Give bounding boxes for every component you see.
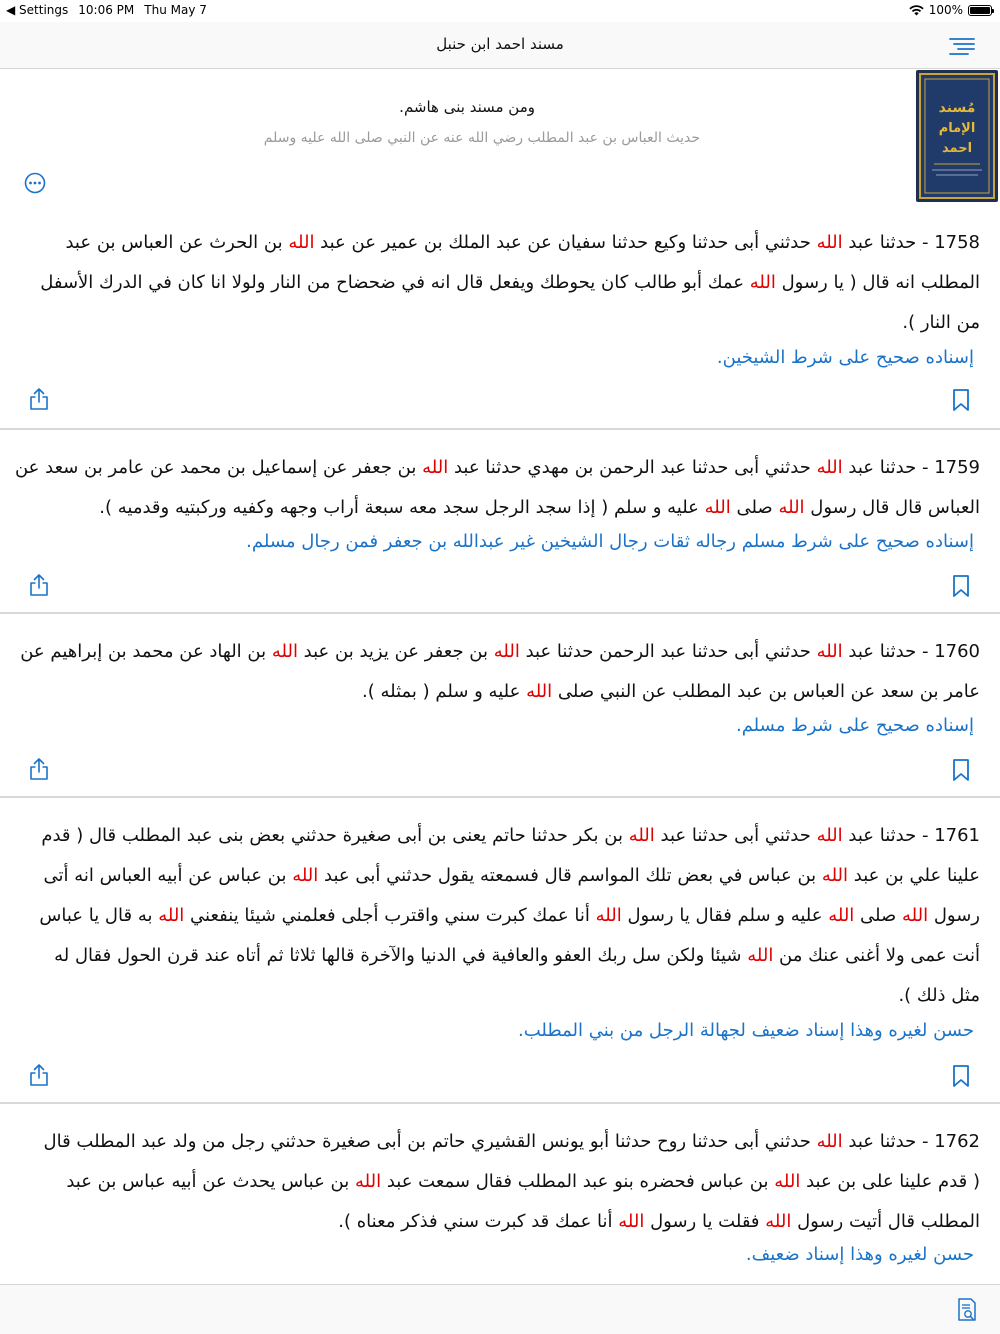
hadith-line: [34, 672, 980, 712]
highlighted-word: الله: [618, 1211, 645, 1232]
battery-icon: [968, 5, 992, 16]
hadith-card: [0, 798, 1000, 1104]
text-segment: صلى: [854, 905, 903, 926]
text-segment: من النار ).: [902, 312, 980, 333]
hadith-card: [0, 614, 1000, 798]
highlighted-word: الله: [158, 905, 185, 926]
text-segment: بن عباس عن أبيه العباس انه أتى: [43, 865, 293, 886]
hadith-grading[interactable]: حسن لغيره وهذا إسناد ضعيف.: [745, 1244, 974, 1265]
battery-percent: 100%: [928, 3, 963, 17]
book-search-icon[interactable]: [956, 1297, 978, 1323]
highlighted-word: الله: [828, 905, 855, 926]
status-time: 10:06 PM: [78, 3, 135, 17]
text-segment: حدثني أبى حدثنا عبد: [654, 825, 817, 846]
text-segment: به قال يا عباس: [39, 905, 159, 926]
text-segment: ( قدم علينا على بن عبد: [800, 1171, 980, 1192]
bottom-toolbar: [0, 1284, 1000, 1334]
hadith-line: [34, 936, 980, 976]
text-segment: بن عباس يحدث عن أبيه عباس بن عبد: [66, 1171, 355, 1192]
highlighted-word: الله: [816, 825, 843, 846]
hadith-text: [14, 448, 980, 528]
highlighted-word: الله: [816, 641, 843, 662]
text-segment: حدثني أبى حدثنا عبد الرحمن حدثنا عبد: [519, 641, 817, 662]
text-segment: المطلب انه قال ( يا رسول: [775, 272, 980, 293]
highlighted-word: الله: [778, 497, 805, 518]
chapter-subtitle: حديث العباس بن عبد المطلب رضي الله عنه عن النبي صلى الله عليه وسلم: [263, 130, 700, 146]
text-segment: 1761 - حدثنا عبد: [842, 825, 980, 846]
highlighted-word: الله: [747, 945, 774, 966]
bookmark-icon[interactable]: [952, 574, 970, 598]
hadith-line: [34, 856, 980, 896]
text-segment: فقلت يا رسول: [644, 1211, 766, 1232]
highlighted-word: الله: [765, 1211, 792, 1232]
text-segment: عامر بن سعد عن العباس بن عبد المطلب عن النبي صلى: [552, 681, 980, 702]
hadith-line: [34, 1202, 980, 1242]
bookmark-icon[interactable]: [952, 1064, 970, 1088]
text-segment: بن عباس فحضره بنو عبد المطلب فقال سمعت عبد: [381, 1171, 775, 1192]
text-segment: رسول: [928, 905, 980, 926]
hadith-line: [34, 263, 980, 303]
wifi-icon: [909, 5, 924, 16]
text-segment: 1760 - حدثنا عبد: [842, 641, 980, 662]
text-segment: بن جعفر عن إسماعيل بن محمد عن عامر بن سعد عن: [14, 457, 423, 478]
text-segment: أنت عمى ولا أغنى عنك من: [773, 945, 980, 966]
highlighted-word: الله: [526, 681, 553, 702]
highlighted-word: الله: [821, 865, 849, 886]
text-segment: بن الحرث عن العباس بن عبد: [65, 232, 289, 253]
hadith-line: [34, 976, 980, 1016]
hadith-line: [34, 488, 980, 528]
text-segment: علينا علي بن عبد: [848, 865, 980, 886]
text-segment: 1762 - حدثنا عبد: [842, 1131, 980, 1152]
text-segment: حدثني أبى حدثنا وكيع حدثنا سفيان عن عبد الملك بن عمير عن عبد: [314, 232, 817, 253]
highlighted-word: الله: [595, 905, 622, 926]
hadith-text: [34, 223, 980, 343]
chapter-title: ومن مسند بنى هاشم.: [399, 98, 535, 116]
text-segment: حدثني أبى حدثنا روح حدثنا أبو يونس القشيري حاتم بن أبى صغيرة حدثني رجل من ولد عبد المطلب قال: [43, 1131, 817, 1152]
bookmark-icon[interactable]: [952, 388, 970, 412]
status-date: Thu May 7: [144, 3, 207, 17]
highlighted-word: الله: [628, 825, 655, 846]
book-title: مسند احمد ابن حنبل: [436, 35, 564, 53]
share-icon[interactable]: [28, 1063, 50, 1087]
highlighted-word: الله: [902, 905, 929, 926]
hadith-line: [34, 896, 980, 936]
ellipsis-circle-icon[interactable]: [24, 172, 46, 194]
text-segment: 1759 - حدثنا عبد: [842, 457, 980, 478]
text-segment: بن عباس في بعض تلك المواسم قال فسمعته يقول حدثني أبى عبد: [318, 865, 822, 886]
list-menu-icon[interactable]: [948, 36, 976, 56]
hadith-text: [34, 816, 980, 1016]
hadith-line: [34, 303, 980, 343]
hadith-line: [34, 1162, 980, 1202]
text-segment: 1758 - حدثنا عبد: [842, 232, 980, 253]
text-segment: عليه و سلم فقال يا رسول: [621, 905, 829, 926]
text-segment: صلى: [730, 497, 779, 518]
share-icon[interactable]: [28, 387, 50, 411]
text-segment: مثل ذلك ).: [898, 985, 980, 1006]
highlighted-word: الله: [774, 1171, 801, 1192]
highlighted-word: الله: [354, 1171, 382, 1192]
hadith-line: [34, 816, 980, 856]
hadith-card: [0, 430, 1000, 614]
status-bar: [0, 0, 1000, 22]
bookmark-icon[interactable]: [952, 758, 970, 782]
hadith-line: [34, 223, 980, 263]
text-segment: أنا عمك قد كبرت سني فذكر معناه ).: [338, 1211, 619, 1232]
hadith-grading[interactable]: إسناده صحيح على شرط مسلم رجاله ثقات رجال الشيخين غير عبدالله بن جعفر فمن رجال مسلم.: [246, 531, 974, 552]
highlighted-word: الله: [271, 641, 298, 662]
text-segment: عليه و سلم ( إذا سجد الرجل سجد معه سبعة أراب وجهه وكفيه وركبتيه وقدميه ).: [99, 497, 705, 518]
hadith-card: [0, 205, 1000, 430]
share-icon[interactable]: [28, 757, 50, 781]
highlighted-word: الله: [704, 497, 731, 518]
highlighted-word: الله: [816, 1131, 843, 1152]
hadith-grading[interactable]: حسن لغيره وهذا إسناد ضعيف لجهالة الرجل من بني المطلب.: [517, 1020, 974, 1041]
navigation-bar: [0, 22, 1000, 69]
highlighted-word: الله: [292, 865, 319, 886]
text-segment: عليه و سلم ( بمثله ).: [362, 681, 527, 702]
hadith-card: [0, 1104, 1000, 1284]
text-segment: المطلب قال أتيت رسول: [791, 1211, 980, 1232]
hadith-line: [14, 448, 980, 488]
text-segment: عمك أبو طالب كان يحوطك ويفعل قال انه في ضحضاح من النار ولولا انا كان في الدرك الأسفل: [40, 272, 750, 293]
back-to-settings[interactable]: ◀ Settings: [6, 3, 69, 17]
hadith-grading[interactable]: إسناده صحيح على شرط مسلم.: [735, 715, 974, 736]
text-segment: بن الهاد عن محمد بن إبراهيم عن: [20, 641, 272, 662]
chapter-header: [0, 70, 1000, 205]
hadith-line: [34, 1122, 980, 1162]
book-cover-line: احمد: [941, 141, 973, 156]
book-cover-line: مُسند: [938, 100, 976, 116]
text-segment: شيئا ولكن سل ربك العفو والعافية في الدنيا والآخرة قالها ثلاثا ثم أتاه عند قرن الحول فقال له: [54, 945, 748, 966]
hadith-grading[interactable]: إسناده صحيح على شرط الشيخين.: [716, 347, 974, 368]
highlighted-word: الله: [816, 232, 843, 253]
highlighted-word: الله: [288, 232, 315, 253]
hadith-line: [20, 632, 980, 672]
highlighted-word: الله: [422, 457, 449, 478]
book-cover-image: [916, 70, 998, 202]
highlighted-word: الله: [749, 272, 776, 293]
text-segment: بن بكر حدثنا حاتم يعنى بن أبى صغيرة حدثني بعض بنى عبد المطلب قال ( قدم: [41, 825, 629, 846]
battery-level: [970, 7, 990, 14]
hadith-text: [20, 632, 980, 712]
highlighted-word: الله: [816, 457, 843, 478]
highlighted-word: الله: [493, 641, 520, 662]
text-segment: العباس قال قال رسول: [804, 497, 980, 518]
text-segment: أنا عمك كبرت سني واقترب أجلى فعلمني شيئا ينفعني: [184, 905, 596, 926]
text-segment: بن جعفر عن يزيد بن عبد: [297, 641, 494, 662]
book-cover-line: الإمام: [938, 121, 976, 136]
hadith-text: [34, 1122, 980, 1242]
text-segment: حدثني أبى حدثنا عبد الرحمن بن مهدي حدثنا عبد: [448, 457, 817, 478]
share-icon[interactable]: [28, 573, 50, 597]
